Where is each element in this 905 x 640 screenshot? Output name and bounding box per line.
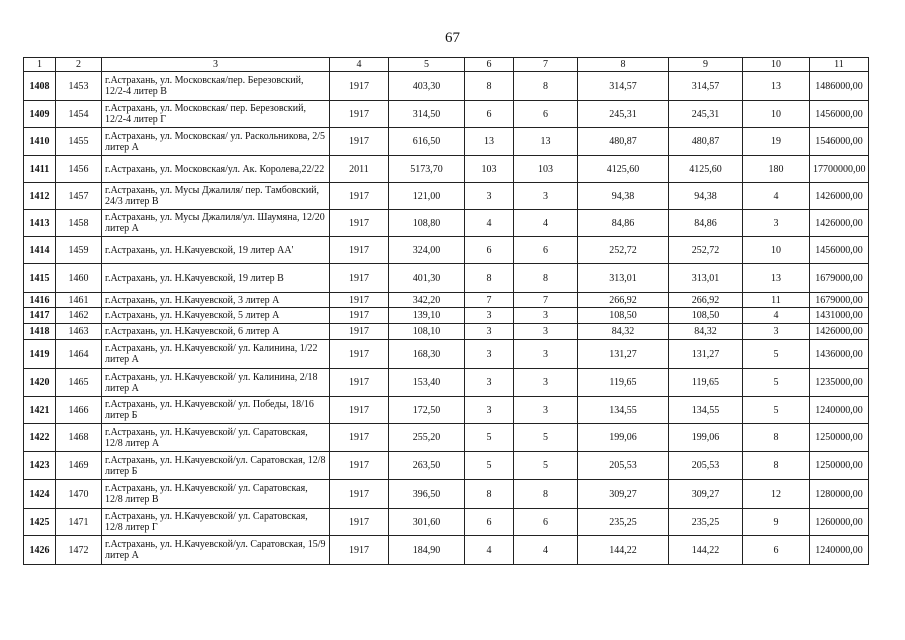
table-cell: 396,50 bbox=[389, 480, 465, 509]
table-cell: 199,06 bbox=[578, 424, 669, 452]
table-cell: 4 bbox=[514, 210, 578, 237]
table-cell: 1917 bbox=[330, 128, 389, 156]
table-cell: 1917 bbox=[330, 264, 389, 293]
table-cell: 235,25 bbox=[669, 509, 743, 536]
table-cell: 5 bbox=[743, 397, 810, 424]
table-cell: 266,92 bbox=[669, 293, 743, 308]
table-cell: 7 bbox=[514, 293, 578, 308]
table-cell: 1917 bbox=[330, 480, 389, 509]
table-row bbox=[24, 369, 869, 397]
table-cell: 1250000,00 bbox=[810, 424, 869, 452]
table-cell: 1468 bbox=[56, 424, 102, 452]
table-cell: 6 bbox=[465, 509, 514, 536]
table-cell: 252,72 bbox=[669, 237, 743, 264]
table-cell: 8 bbox=[514, 480, 578, 509]
address-cell: г.Астрахань, ул. Н.Качуевской, 5 литер А bbox=[102, 308, 330, 324]
table-cell: 84,32 bbox=[578, 324, 669, 340]
table-row bbox=[24, 101, 869, 128]
table-cell: 1456000,00 bbox=[810, 237, 869, 264]
table-cell: 1408 bbox=[24, 72, 56, 101]
table-cell: 5 bbox=[465, 424, 514, 452]
table-cell: 3 bbox=[514, 183, 578, 210]
table-cell: 1917 bbox=[330, 324, 389, 340]
address-cell: г.Астрахань, ул. Н.Качуевской, 6 литер А bbox=[102, 324, 330, 340]
table-cell: 616,50 bbox=[389, 128, 465, 156]
table-cell: 3 bbox=[465, 183, 514, 210]
table-cell: 1464 bbox=[56, 340, 102, 369]
table-cell: 1453 bbox=[56, 72, 102, 101]
table-cell: 205,53 bbox=[669, 452, 743, 480]
table-cell: 403,30 bbox=[389, 72, 465, 101]
table-cell: 252,72 bbox=[578, 237, 669, 264]
table-cell: 3 bbox=[465, 324, 514, 340]
table-cell: 342,20 bbox=[389, 293, 465, 308]
table-cell: 144,22 bbox=[578, 536, 669, 565]
table-cell: 1455 bbox=[56, 128, 102, 156]
table-cell: 6 bbox=[465, 237, 514, 264]
table-cell: 1486000,00 bbox=[810, 72, 869, 101]
table-cell: 401,30 bbox=[389, 264, 465, 293]
table-row bbox=[24, 397, 869, 424]
address-cell: г.Астрахань, ул. Н.Качуевской/ ул. Калинина, 1/22 литер А bbox=[102, 340, 330, 369]
table-cell: 1917 bbox=[330, 340, 389, 369]
table-cell: 1423 bbox=[24, 452, 56, 480]
table-cell: 1456 bbox=[56, 156, 102, 183]
table-cell: 94,38 bbox=[669, 183, 743, 210]
table-cell: 1420 bbox=[24, 369, 56, 397]
table-cell: 1917 bbox=[330, 424, 389, 452]
table-cell: 199,06 bbox=[669, 424, 743, 452]
address-cell: г.Астрахань, ул. Московская/пер. Березовский, 12/2-4 литер В bbox=[102, 72, 330, 101]
table-cell: 480,87 bbox=[669, 128, 743, 156]
table-cell: 7 bbox=[465, 293, 514, 308]
table-cell: 5 bbox=[465, 452, 514, 480]
table-row bbox=[24, 509, 869, 536]
table-cell: 131,27 bbox=[578, 340, 669, 369]
table-cell: 1917 bbox=[330, 308, 389, 324]
address-cell: г.Астрахань, ул. Н.Качуевской, 19 литер АА' bbox=[102, 237, 330, 264]
table-cell: 134,55 bbox=[578, 397, 669, 424]
address-cell: г.Астрахань, ул. Н.Качуевской/ ул. Победы, 18/16 литер Б bbox=[102, 397, 330, 424]
table-cell: 5 bbox=[743, 340, 810, 369]
address-cell: г.Астрахань, ул. Н.Качуевской/ул. Саратовская, 12/8 литер Б bbox=[102, 452, 330, 480]
table-cell: 314,57 bbox=[578, 72, 669, 101]
table-cell: 309,27 bbox=[578, 480, 669, 509]
table-cell: 5 bbox=[514, 424, 578, 452]
table-cell: 1462 bbox=[56, 308, 102, 324]
address-cell: г.Астрахань, ул. Мусы Джалиля/ пер. Тамбовский, 24/3 литер В bbox=[102, 183, 330, 210]
table-cell: 1425 bbox=[24, 509, 56, 536]
column-header: 3 bbox=[102, 58, 330, 72]
table-cell: 1470 bbox=[56, 480, 102, 509]
table-cell: 8 bbox=[465, 72, 514, 101]
table-cell: 8 bbox=[743, 452, 810, 480]
table-cell: 1459 bbox=[56, 237, 102, 264]
table-cell: 245,31 bbox=[669, 101, 743, 128]
table-cell: 9 bbox=[743, 509, 810, 536]
table-row bbox=[24, 72, 869, 101]
table-row bbox=[24, 536, 869, 565]
table-cell: 1458 bbox=[56, 210, 102, 237]
table-cell: 480,87 bbox=[578, 128, 669, 156]
column-header: 5 bbox=[389, 58, 465, 72]
table-cell: 313,01 bbox=[578, 264, 669, 293]
table-cell: 245,31 bbox=[578, 101, 669, 128]
column-header: 9 bbox=[669, 58, 743, 72]
table-cell: 108,10 bbox=[389, 324, 465, 340]
table-cell: 324,00 bbox=[389, 237, 465, 264]
table-cell: 131,27 bbox=[669, 340, 743, 369]
table-cell: 5173,70 bbox=[389, 156, 465, 183]
table-row bbox=[24, 480, 869, 509]
table-cell: 84,86 bbox=[578, 210, 669, 237]
table-cell: 235,25 bbox=[578, 509, 669, 536]
table-cell: 1416 bbox=[24, 293, 56, 308]
address-cell: г.Астрахань, ул. Н.Качуевской/ ул. Саратовская, 12/8 литер Г bbox=[102, 509, 330, 536]
table-cell: 4 bbox=[743, 308, 810, 324]
table-row bbox=[24, 156, 869, 183]
table-cell: 5 bbox=[743, 369, 810, 397]
table-cell: 4125,60 bbox=[578, 156, 669, 183]
table-cell: 1436000,00 bbox=[810, 340, 869, 369]
table-cell: 184,90 bbox=[389, 536, 465, 565]
table-cell: 8 bbox=[514, 264, 578, 293]
table-cell: 3 bbox=[743, 210, 810, 237]
table-cell: 17700000,00 bbox=[810, 156, 869, 183]
table-cell: 3 bbox=[514, 324, 578, 340]
table-row bbox=[24, 293, 869, 308]
address-cell: г.Астрахань, ул. Н.Качуевской/ ул. Саратовская, 12/8 литер В bbox=[102, 480, 330, 509]
table-cell: 108,50 bbox=[578, 308, 669, 324]
table-cell: 1414 bbox=[24, 237, 56, 264]
table-cell: 6 bbox=[514, 509, 578, 536]
table-cell: 134,55 bbox=[669, 397, 743, 424]
table-cell: 12 bbox=[743, 480, 810, 509]
page-number: 67 bbox=[445, 30, 460, 46]
table-cell: 1457 bbox=[56, 183, 102, 210]
table-cell: 205,53 bbox=[578, 452, 669, 480]
column-header: 8 bbox=[578, 58, 669, 72]
table-cell: 5 bbox=[514, 452, 578, 480]
table-cell: 1418 bbox=[24, 324, 56, 340]
table-cell: 1426 bbox=[24, 536, 56, 565]
table-cell: 255,20 bbox=[389, 424, 465, 452]
table-cell: 1463 bbox=[56, 324, 102, 340]
table-cell: 153,40 bbox=[389, 369, 465, 397]
table-cell: 13 bbox=[465, 128, 514, 156]
table-cell: 1469 bbox=[56, 452, 102, 480]
table-cell: 1456000,00 bbox=[810, 101, 869, 128]
table-row bbox=[24, 264, 869, 293]
table-cell: 172,50 bbox=[389, 397, 465, 424]
table-cell: 13 bbox=[514, 128, 578, 156]
table-cell: 1460 bbox=[56, 264, 102, 293]
table-cell: 266,92 bbox=[578, 293, 669, 308]
address-cell: г.Астрахань, ул. Н.Качуевской, 3 литер А bbox=[102, 293, 330, 308]
table-cell: 1415 bbox=[24, 264, 56, 293]
table-cell: 1250000,00 bbox=[810, 452, 869, 480]
address-cell: г.Астрахань, ул. Московская/ ул. Раскольникова, 2/5 литер А bbox=[102, 128, 330, 156]
table-cell: 1917 bbox=[330, 536, 389, 565]
table-cell: 180 bbox=[743, 156, 810, 183]
column-header: 4 bbox=[330, 58, 389, 72]
table-cell: 11 bbox=[743, 293, 810, 308]
table-cell: 103 bbox=[465, 156, 514, 183]
table-cell: 6 bbox=[465, 101, 514, 128]
table-cell: 1917 bbox=[330, 72, 389, 101]
table-cell: 4 bbox=[743, 183, 810, 210]
table-cell: 19 bbox=[743, 128, 810, 156]
table-cell: 94,38 bbox=[578, 183, 669, 210]
housing-registry-table bbox=[23, 57, 869, 565]
table-cell: 1917 bbox=[330, 210, 389, 237]
table-cell: 1412 bbox=[24, 183, 56, 210]
table-cell: 1679000,00 bbox=[810, 293, 869, 308]
table-cell: 1424 bbox=[24, 480, 56, 509]
address-cell: г.Астрахань, ул. Н.Качуевской/ ул. Калинина, 2/18 литер А bbox=[102, 369, 330, 397]
table-cell: 121,00 bbox=[389, 183, 465, 210]
table-cell: 3 bbox=[514, 340, 578, 369]
table-cell: 13 bbox=[743, 264, 810, 293]
table-cell: 1465 bbox=[56, 369, 102, 397]
table-cell: 1419 bbox=[24, 340, 56, 369]
table-row bbox=[24, 424, 869, 452]
table-cell: 1431000,00 bbox=[810, 308, 869, 324]
table-cell: 1679000,00 bbox=[810, 264, 869, 293]
table-cell: 1426000,00 bbox=[810, 210, 869, 237]
table-cell: 1917 bbox=[330, 293, 389, 308]
table-row bbox=[24, 340, 869, 369]
table-cell: 1917 bbox=[330, 397, 389, 424]
table-cell: 108,80 bbox=[389, 210, 465, 237]
table-cell: 3 bbox=[514, 308, 578, 324]
table-cell: 1409 bbox=[24, 101, 56, 128]
column-header: 10 bbox=[743, 58, 810, 72]
table-cell: 1410 bbox=[24, 128, 56, 156]
address-cell: г.Астрахань, ул. Московская/ пер. Березовский, 12/2-4 литер Г bbox=[102, 101, 330, 128]
table-cell: 144,22 bbox=[669, 536, 743, 565]
table-row bbox=[24, 452, 869, 480]
address-cell: г.Астрахань, ул. Н.Качуевской/ ул. Саратовская, 12/8 литер А bbox=[102, 424, 330, 452]
table-cell: 1461 bbox=[56, 293, 102, 308]
table-cell: 1546000,00 bbox=[810, 128, 869, 156]
table-cell: 103 bbox=[514, 156, 578, 183]
table-cell: 1917 bbox=[330, 101, 389, 128]
table-cell: 2011 bbox=[330, 156, 389, 183]
table-cell: 314,50 bbox=[389, 101, 465, 128]
column-header: 1 bbox=[24, 58, 56, 72]
address-cell: г.Астрахань, ул. Н.Качуевской, 19 литер В bbox=[102, 264, 330, 293]
table-cell: 309,27 bbox=[669, 480, 743, 509]
address-cell: г.Астрахань, ул. Мусы Джалиля/ул. Шаумяна, 12/20 литер А bbox=[102, 210, 330, 237]
table-cell: 6 bbox=[743, 536, 810, 565]
table-row bbox=[24, 237, 869, 264]
table-cell: 139,10 bbox=[389, 308, 465, 324]
table-cell: 1260000,00 bbox=[810, 509, 869, 536]
table-cell: 1417 bbox=[24, 308, 56, 324]
header-row bbox=[24, 58, 869, 72]
table-cell: 1235000,00 bbox=[810, 369, 869, 397]
table-cell: 119,65 bbox=[669, 369, 743, 397]
column-header: 11 bbox=[810, 58, 869, 72]
column-header: 6 bbox=[465, 58, 514, 72]
table-cell: 1917 bbox=[330, 237, 389, 264]
table-cell: 13 bbox=[743, 72, 810, 101]
table-cell: 6 bbox=[514, 101, 578, 128]
table-cell: 4 bbox=[514, 536, 578, 565]
table-cell: 1240000,00 bbox=[810, 397, 869, 424]
table-cell: 1917 bbox=[330, 509, 389, 536]
column-header: 2 bbox=[56, 58, 102, 72]
table-cell: 1426000,00 bbox=[810, 324, 869, 340]
table-cell: 1917 bbox=[330, 452, 389, 480]
table-cell: 313,01 bbox=[669, 264, 743, 293]
table-cell: 1917 bbox=[330, 369, 389, 397]
table-cell: 108,50 bbox=[669, 308, 743, 324]
address-cell: г.Астрахань, ул. Н.Качуевской/ул. Саратовская, 15/9 литер А bbox=[102, 536, 330, 565]
table-cell: 84,32 bbox=[669, 324, 743, 340]
table-row bbox=[24, 308, 869, 324]
table-cell: 4125,60 bbox=[669, 156, 743, 183]
table-cell: 3 bbox=[465, 369, 514, 397]
table-cell: 8 bbox=[743, 424, 810, 452]
table-cell: 1422 bbox=[24, 424, 56, 452]
table-cell: 1413 bbox=[24, 210, 56, 237]
table-cell: 8 bbox=[465, 264, 514, 293]
table-cell: 301,60 bbox=[389, 509, 465, 536]
table-cell: 10 bbox=[743, 237, 810, 264]
table-cell: 263,50 bbox=[389, 452, 465, 480]
table-cell: 10 bbox=[743, 101, 810, 128]
table-cell: 1466 bbox=[56, 397, 102, 424]
table-cell: 1240000,00 bbox=[810, 536, 869, 565]
table-row bbox=[24, 128, 869, 156]
table-cell: 3 bbox=[743, 324, 810, 340]
table-cell: 1280000,00 bbox=[810, 480, 869, 509]
column-header: 7 bbox=[514, 58, 578, 72]
table-cell: 6 bbox=[514, 237, 578, 264]
table-cell: 8 bbox=[514, 72, 578, 101]
address-cell: г.Астрахань, ул. Московская/ул. Ак. Королева,22/22 bbox=[102, 156, 330, 183]
table-cell: 3 bbox=[465, 397, 514, 424]
table-cell: 1411 bbox=[24, 156, 56, 183]
table-cell: 3 bbox=[514, 397, 578, 424]
table-cell: 3 bbox=[465, 340, 514, 369]
table-row bbox=[24, 183, 869, 210]
table-cell: 3 bbox=[465, 308, 514, 324]
table-cell: 1471 bbox=[56, 509, 102, 536]
table-cell: 119,65 bbox=[578, 369, 669, 397]
table-row bbox=[24, 210, 869, 237]
table-cell: 1917 bbox=[330, 183, 389, 210]
table-cell: 84,86 bbox=[669, 210, 743, 237]
table-cell: 1426000,00 bbox=[810, 183, 869, 210]
table-cell: 168,30 bbox=[389, 340, 465, 369]
table-cell: 1472 bbox=[56, 536, 102, 565]
table-cell: 8 bbox=[465, 480, 514, 509]
table-cell: 4 bbox=[465, 536, 514, 565]
table-cell: 3 bbox=[514, 369, 578, 397]
table-cell: 314,57 bbox=[669, 72, 743, 101]
table-cell: 1421 bbox=[24, 397, 56, 424]
table-cell: 1454 bbox=[56, 101, 102, 128]
table-cell: 4 bbox=[465, 210, 514, 237]
table-row bbox=[24, 324, 869, 340]
